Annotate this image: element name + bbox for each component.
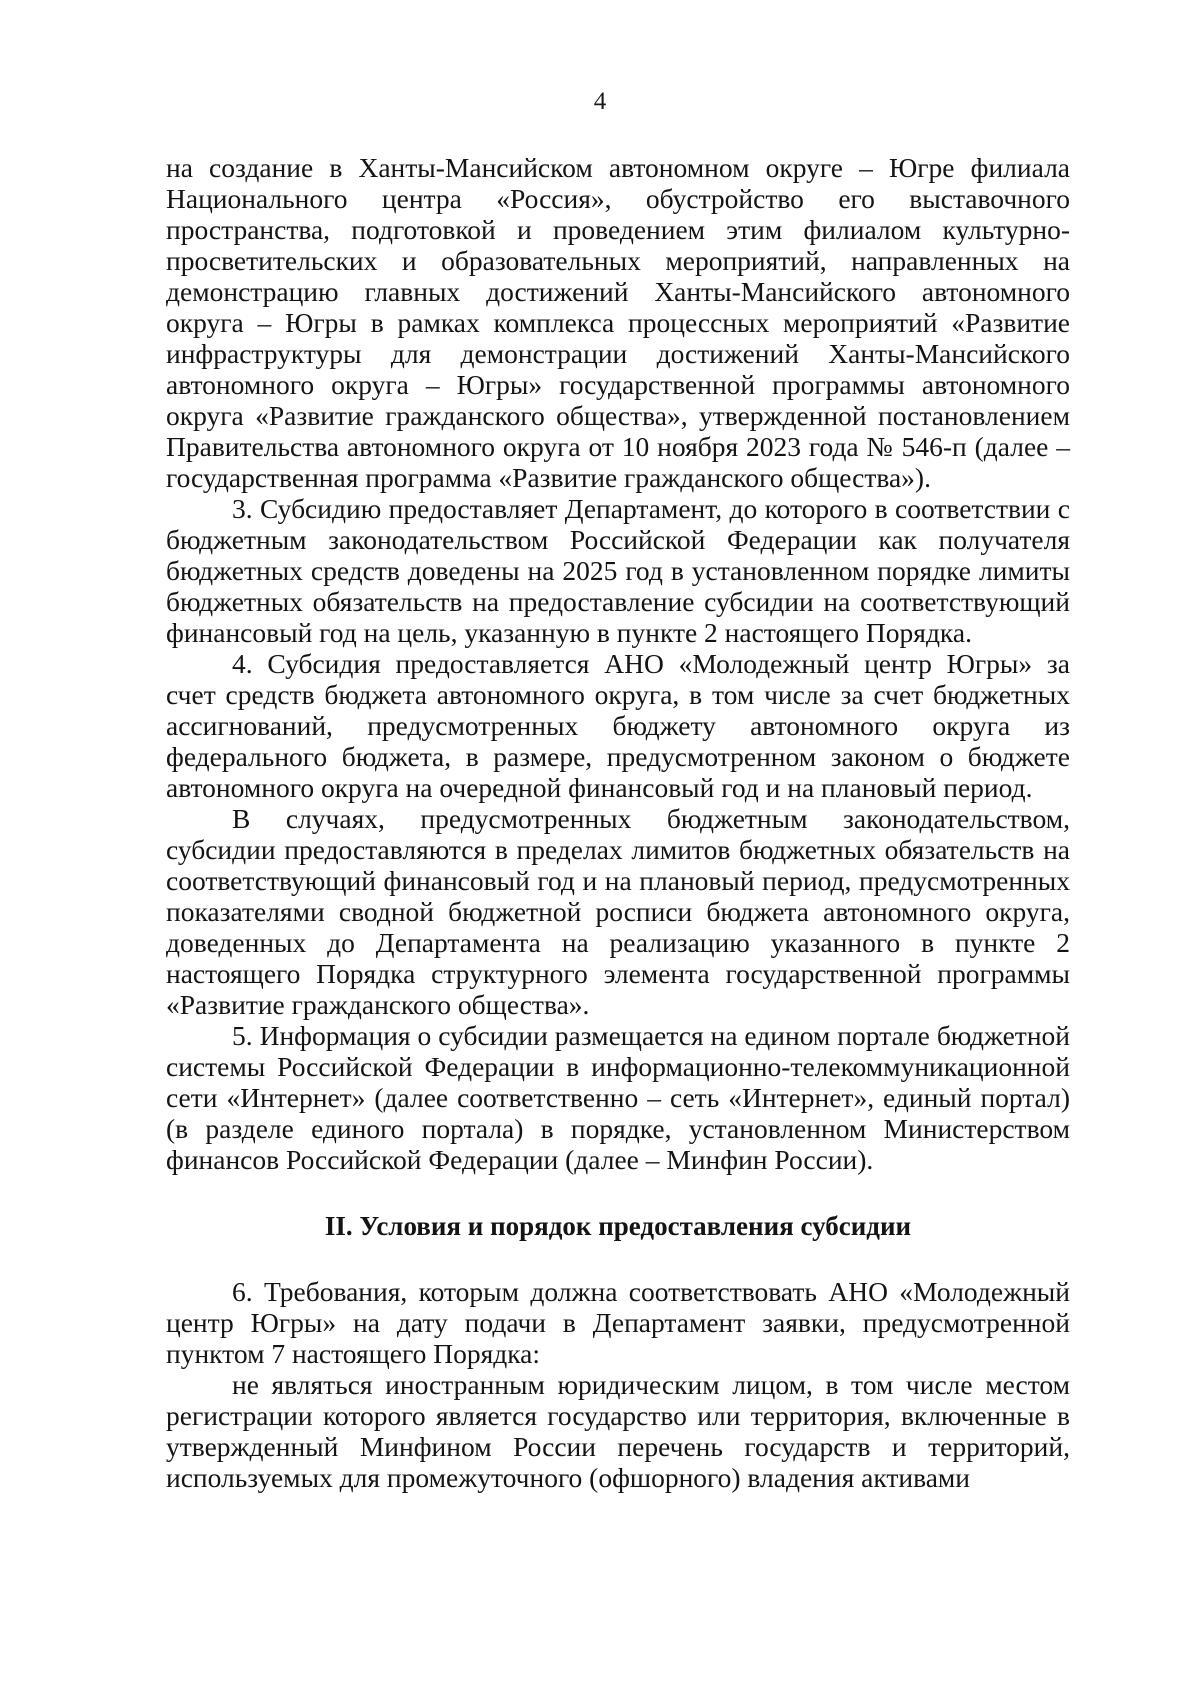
section-heading: II. Условия и порядок предоставления субсидии: [324, 1211, 912, 1241]
paragraph-continuation: на создание в Ханты-Мансийском автономном округе – Югре филиала Национального центра «Россия», обустройство его выставочного пространства, подготовкой и проведением этим филиалом культурно-просветительских и образовательных мероприятий, направленных на демонстрацию главных достижений Ханты-Мансийского автономного округа – Югры в рамках комплекса процессных мероприятий «Развитие инфраструктуры для демонстрации достижений Ханты-Мансийского автономного округа – Югры» государственной программы автономного округа «Развитие гражданского общества», утвержденной постановлением Правительства автономного округа от 10 ноября 2023 года № 546-п (далее – государственная программа «Развитие гражданского общества»).: [166, 152, 1070, 493]
paragraph-item-3: 3. Субсидию предоставляет Департамент, до которого в соответствии с бюджетным законодательством Российской Федерации как получателя бюджетных средств доведены на 2025 год в установленном порядке лимиты бюджетных обязательств на предоставление субсидии на соответствующий финансовый год на цель, указанную в пункте 2 настоящего Порядка.: [166, 493, 1070, 648]
paragraph-cases: В случаях, предусмотренных бюджетным законодательством, субсидии предоставляются в пределах лимитов бюджетных обязательств на соответствующий финансовый год и на плановый период, предусмотренных показателями сводной бюджетной росписи бюджета автономного округа, доведенных до Департамента на реализацию указанного в пункте 2 настоящего Порядка структурного элемента государственной программы «Развитие гражданского общества».: [166, 803, 1070, 1020]
paragraph-requirement: не являться иностранным юридическим лицом, в том числе местом регистрации которого является государство или территория, включенные в утвержденный Минфином России перечень государств и территорий, используемых для промежуточного (офшорного) владения активами: [166, 1369, 1070, 1493]
page-number: 4: [593, 88, 607, 115]
paragraph-item-4: 4. Субсидия предоставляется АНО «Молодежный центр Югры» за счет средств бюджета автономного округа, в том числе за счет бюджетных ассигнований, предусмотренных бюджету автономного округа из федерального бюджета, в размере, предусмотренном законом о бюджете автономного округа на очередной финансовый год и на плановый период.: [166, 648, 1070, 803]
paragraph-item-6: 6. Требования, которым должна соответствовать АНО «Молодежный центр Югры» на дату подачи в Департамент заявки, предусмотренной пунктом 7 настоящего Порядка:: [166, 1276, 1070, 1369]
paragraph-item-5: 5. Информация о субсидии размещается на едином портале бюджетной системы Российской Федерации в информационно-телекоммуникационной сети «Интернет» (далее соответственно – сеть «Интернет», единый портал) (в разделе единого портала) в порядке, установленном Министерством финансов Российской Федерации (далее – Минфин России).: [166, 1020, 1070, 1175]
document-body: [166, 152, 1070, 1493]
